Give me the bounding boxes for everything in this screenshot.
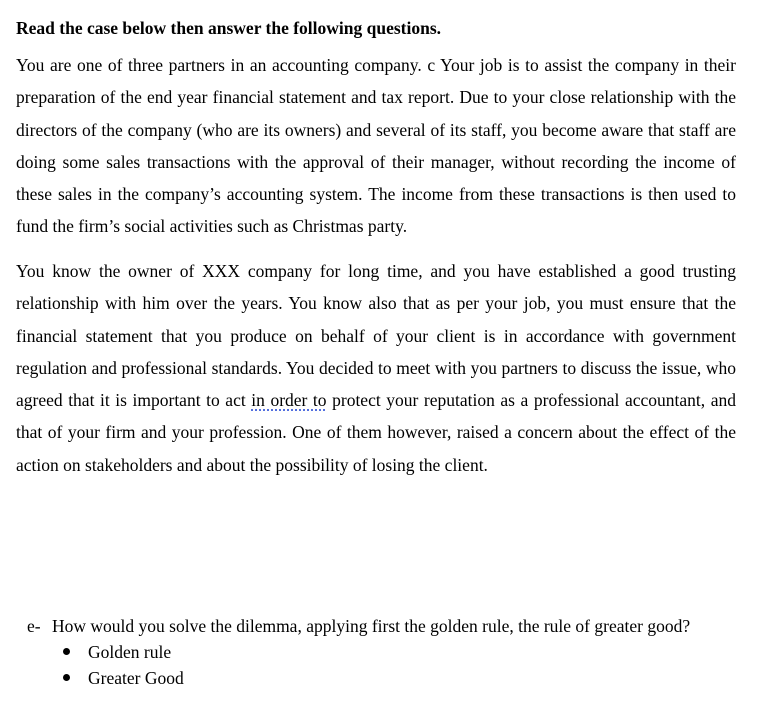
case-paragraph-2-start: You know the owner of XXX company for long time, and you have established a good trusting relationship with him over the years. You know also that as per your job, you must ensure that the financial statement that you produce on behalf of your client is in accordance with government regulation and professional standards. You decided to meet with you partners to discuss the issue, who agreed that it is important to act — [16, 261, 736, 411]
bullet-icon — [63, 674, 70, 681]
bullet-icon — [63, 648, 70, 655]
question-text: How would you solve the dilemma, applying first the golden rule, the rule of greater good? — [52, 616, 691, 636]
case-paragraph-2 — [16, 255, 736, 481]
grammar-flag-underline[interactable]: in order to — [251, 390, 327, 411]
case-paragraph-2-end: protect your reputation as a professional accountant, and that of your firm and your profession. One of them however, raised a concern about the effect of the action on stakeholders and about the possibility of losing the client. — [16, 390, 736, 475]
answer-bullet-list — [63, 639, 184, 691]
bullet-label: Greater Good — [88, 668, 184, 688]
instructions-heading: Read the case below then answer the following questions. — [16, 18, 442, 38]
list-item — [63, 639, 184, 665]
list-item — [63, 665, 184, 691]
question-marker: e- — [27, 616, 41, 636]
question-e — [27, 613, 690, 639]
case-paragraph-1: You are one of three partners in an accounting company. c Your job is to assist the company in their preparation of the end year financial statement and tax report. Due to your close relationship with the directors of the company (who are its owners) and several of its staff, you become aware that staff are doing some sales transactions with the approval of their manager, without recording the income of these sales in the company’s accounting system. The income from these transactions is then used to fund the firm’s social activities such as Christmas party. — [16, 55, 736, 237]
bullet-label: Golden rule — [88, 642, 172, 662]
